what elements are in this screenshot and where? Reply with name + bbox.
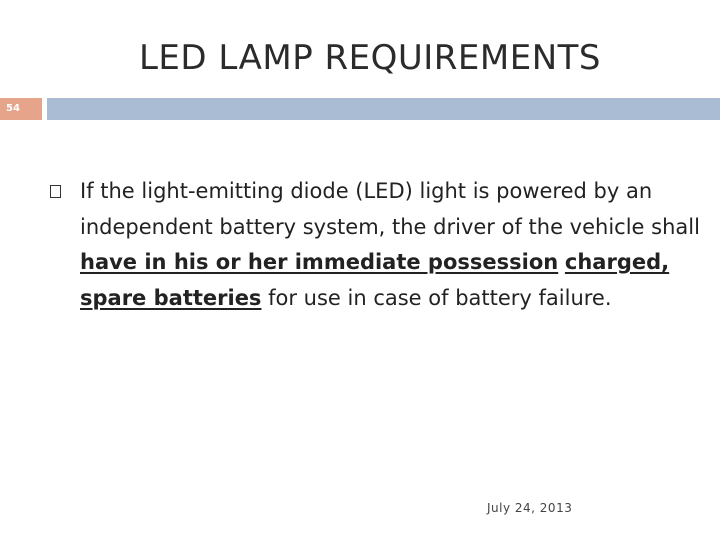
hollow-square-bullet-icon [50,185,61,198]
emphasis-spare-batteries: charged, spare batteries [80,250,670,310]
bullet-text-part3: for use in case of battery failure. [261,285,612,310]
slide-number: 54 [0,98,42,120]
bullet-text-part1: If the light-emitting diode (LED) light is powered by an independent battery system, the driver of the vehicle shall [80,179,700,239]
bullet-text-part2 [558,250,565,274]
title-divider-bar [47,98,720,120]
slide-title: LED LAMP REQUIREMENTS [138,38,602,78]
emphasis-possession: have in his or her immediate possession [80,250,559,274]
bullet-text [80,174,700,316]
slide-date: July 24, 2013 [487,501,573,515]
